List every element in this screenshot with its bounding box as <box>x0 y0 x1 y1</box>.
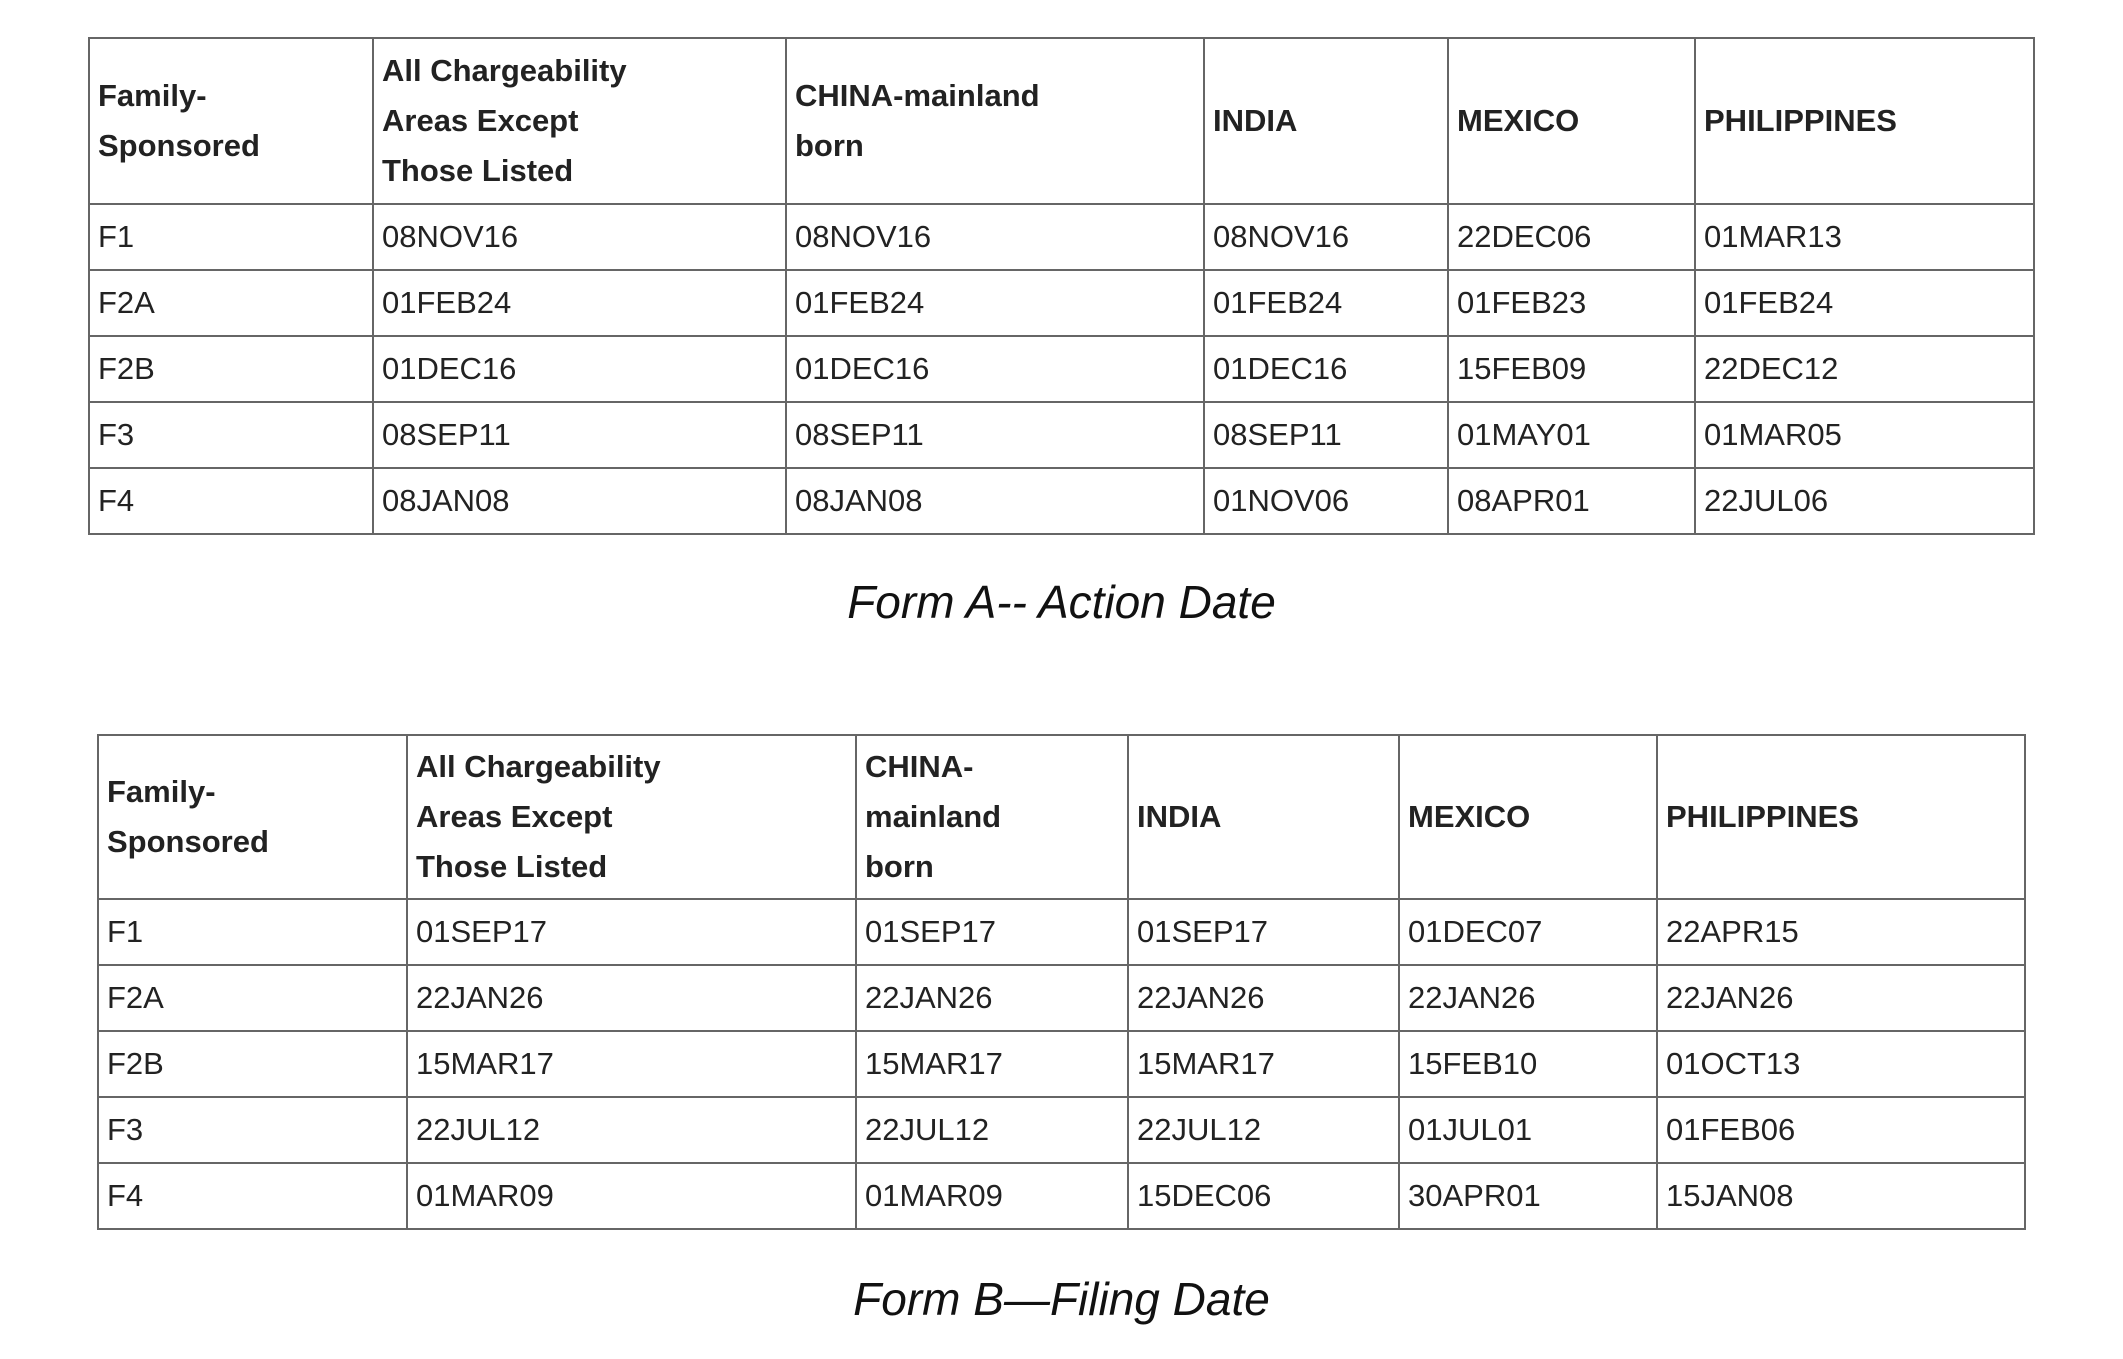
category-cell: F1 <box>98 899 407 965</box>
category-cell: F2B <box>98 1031 407 1097</box>
column-header: MEXICO <box>1448 38 1695 204</box>
date-cell: 15FEB10 <box>1399 1031 1657 1097</box>
filing-date-caption: Form B—Filing Date <box>853 1273 1270 1325</box>
header-row <box>98 735 2025 899</box>
date-cell: 22JAN26 <box>407 965 856 1031</box>
date-cell: 22JUL12 <box>1128 1097 1399 1163</box>
date-cell: 01DEC16 <box>373 336 786 402</box>
category-cell: F3 <box>89 402 373 468</box>
category-cell: F2A <box>98 965 407 1031</box>
table-row <box>89 336 2034 402</box>
table-body <box>98 899 2025 1229</box>
date-cell: 01FEB24 <box>1695 270 2034 336</box>
date-cell: 08SEP11 <box>786 402 1204 468</box>
column-header: PHILIPPINES <box>1657 735 2025 899</box>
date-cell: 01DEC16 <box>1204 336 1448 402</box>
date-cell: 01FEB24 <box>1204 270 1448 336</box>
date-cell: 08NOV16 <box>786 204 1204 270</box>
table-header <box>98 735 2025 899</box>
date-cell: 30APR01 <box>1399 1163 1657 1229</box>
table-row <box>89 204 2034 270</box>
column-header: All Chargeability Areas Except Those Listed <box>373 38 786 204</box>
category-cell: F2A <box>89 270 373 336</box>
date-cell: 08APR01 <box>1448 468 1695 534</box>
date-cell: 22APR15 <box>1657 899 2025 965</box>
date-cell: 22JUL12 <box>856 1097 1128 1163</box>
date-cell: 15MAR17 <box>1128 1031 1399 1097</box>
date-cell: 08SEP11 <box>1204 402 1448 468</box>
category-cell: F1 <box>89 204 373 270</box>
date-cell: 01SEP17 <box>856 899 1128 965</box>
date-cell: 08JAN08 <box>786 468 1204 534</box>
table-row <box>89 270 2034 336</box>
date-cell: 08JAN08 <box>373 468 786 534</box>
date-cell: 22DEC06 <box>1448 204 1695 270</box>
header-row <box>89 38 2034 204</box>
table-row <box>98 899 2025 965</box>
filing-date-table <box>97 734 2026 1230</box>
column-header: INDIA <box>1128 735 1399 899</box>
column-header: Family- Sponsored <box>89 38 373 204</box>
date-cell: 01MAR13 <box>1695 204 2034 270</box>
table-row <box>89 402 2034 468</box>
date-cell: 01SEP17 <box>1128 899 1399 965</box>
date-cell: 22JAN26 <box>856 965 1128 1031</box>
table-body <box>89 204 2034 534</box>
date-cell: 22JUL06 <box>1695 468 2034 534</box>
date-cell: 01MAR09 <box>407 1163 856 1229</box>
date-cell: 01MAR09 <box>856 1163 1128 1229</box>
date-cell: 01FEB23 <box>1448 270 1695 336</box>
date-cell: 15MAR17 <box>856 1031 1128 1097</box>
date-cell: 15JAN08 <box>1657 1163 2025 1229</box>
date-cell: 15FEB09 <box>1448 336 1695 402</box>
date-cell: 01OCT13 <box>1657 1031 2025 1097</box>
category-cell: F4 <box>89 468 373 534</box>
column-header: MEXICO <box>1399 735 1657 899</box>
date-cell: 22JAN26 <box>1399 965 1657 1031</box>
action-date-caption: Form A-- Action Date <box>847 576 1276 628</box>
date-cell: 22JAN26 <box>1657 965 2025 1031</box>
column-header: CHINA- mainland born <box>856 735 1128 899</box>
table-row <box>98 1097 2025 1163</box>
table-row <box>98 1031 2025 1097</box>
date-cell: 01FEB24 <box>373 270 786 336</box>
date-cell: 08SEP11 <box>373 402 786 468</box>
action-date-table <box>88 37 2035 535</box>
date-cell: 01MAY01 <box>1448 402 1695 468</box>
category-cell: F4 <box>98 1163 407 1229</box>
column-header: CHINA-mainland born <box>786 38 1204 204</box>
date-cell: 22DEC12 <box>1695 336 2034 402</box>
table-header <box>89 38 2034 204</box>
column-header: PHILIPPINES <box>1695 38 2034 204</box>
date-cell: 01DEC16 <box>786 336 1204 402</box>
table-row <box>89 468 2034 534</box>
date-cell: 15DEC06 <box>1128 1163 1399 1229</box>
date-cell: 08NOV16 <box>373 204 786 270</box>
column-header: INDIA <box>1204 38 1448 204</box>
date-cell: 01SEP17 <box>407 899 856 965</box>
table-row <box>98 1163 2025 1229</box>
date-cell: 01JUL01 <box>1399 1097 1657 1163</box>
date-cell: 22JAN26 <box>1128 965 1399 1031</box>
table-row <box>98 965 2025 1031</box>
column-header: Family- Sponsored <box>98 735 407 899</box>
column-header: All Chargeability Areas Except Those Listed <box>407 735 856 899</box>
date-cell: 01DEC07 <box>1399 899 1657 965</box>
date-cell: 01FEB24 <box>786 270 1204 336</box>
category-cell: F3 <box>98 1097 407 1163</box>
date-cell: 08NOV16 <box>1204 204 1448 270</box>
date-cell: 22JUL12 <box>407 1097 856 1163</box>
date-cell: 01MAR05 <box>1695 402 2034 468</box>
date-cell: 01NOV06 <box>1204 468 1448 534</box>
date-cell: 15MAR17 <box>407 1031 856 1097</box>
date-cell: 01FEB06 <box>1657 1097 2025 1163</box>
category-cell: F2B <box>89 336 373 402</box>
